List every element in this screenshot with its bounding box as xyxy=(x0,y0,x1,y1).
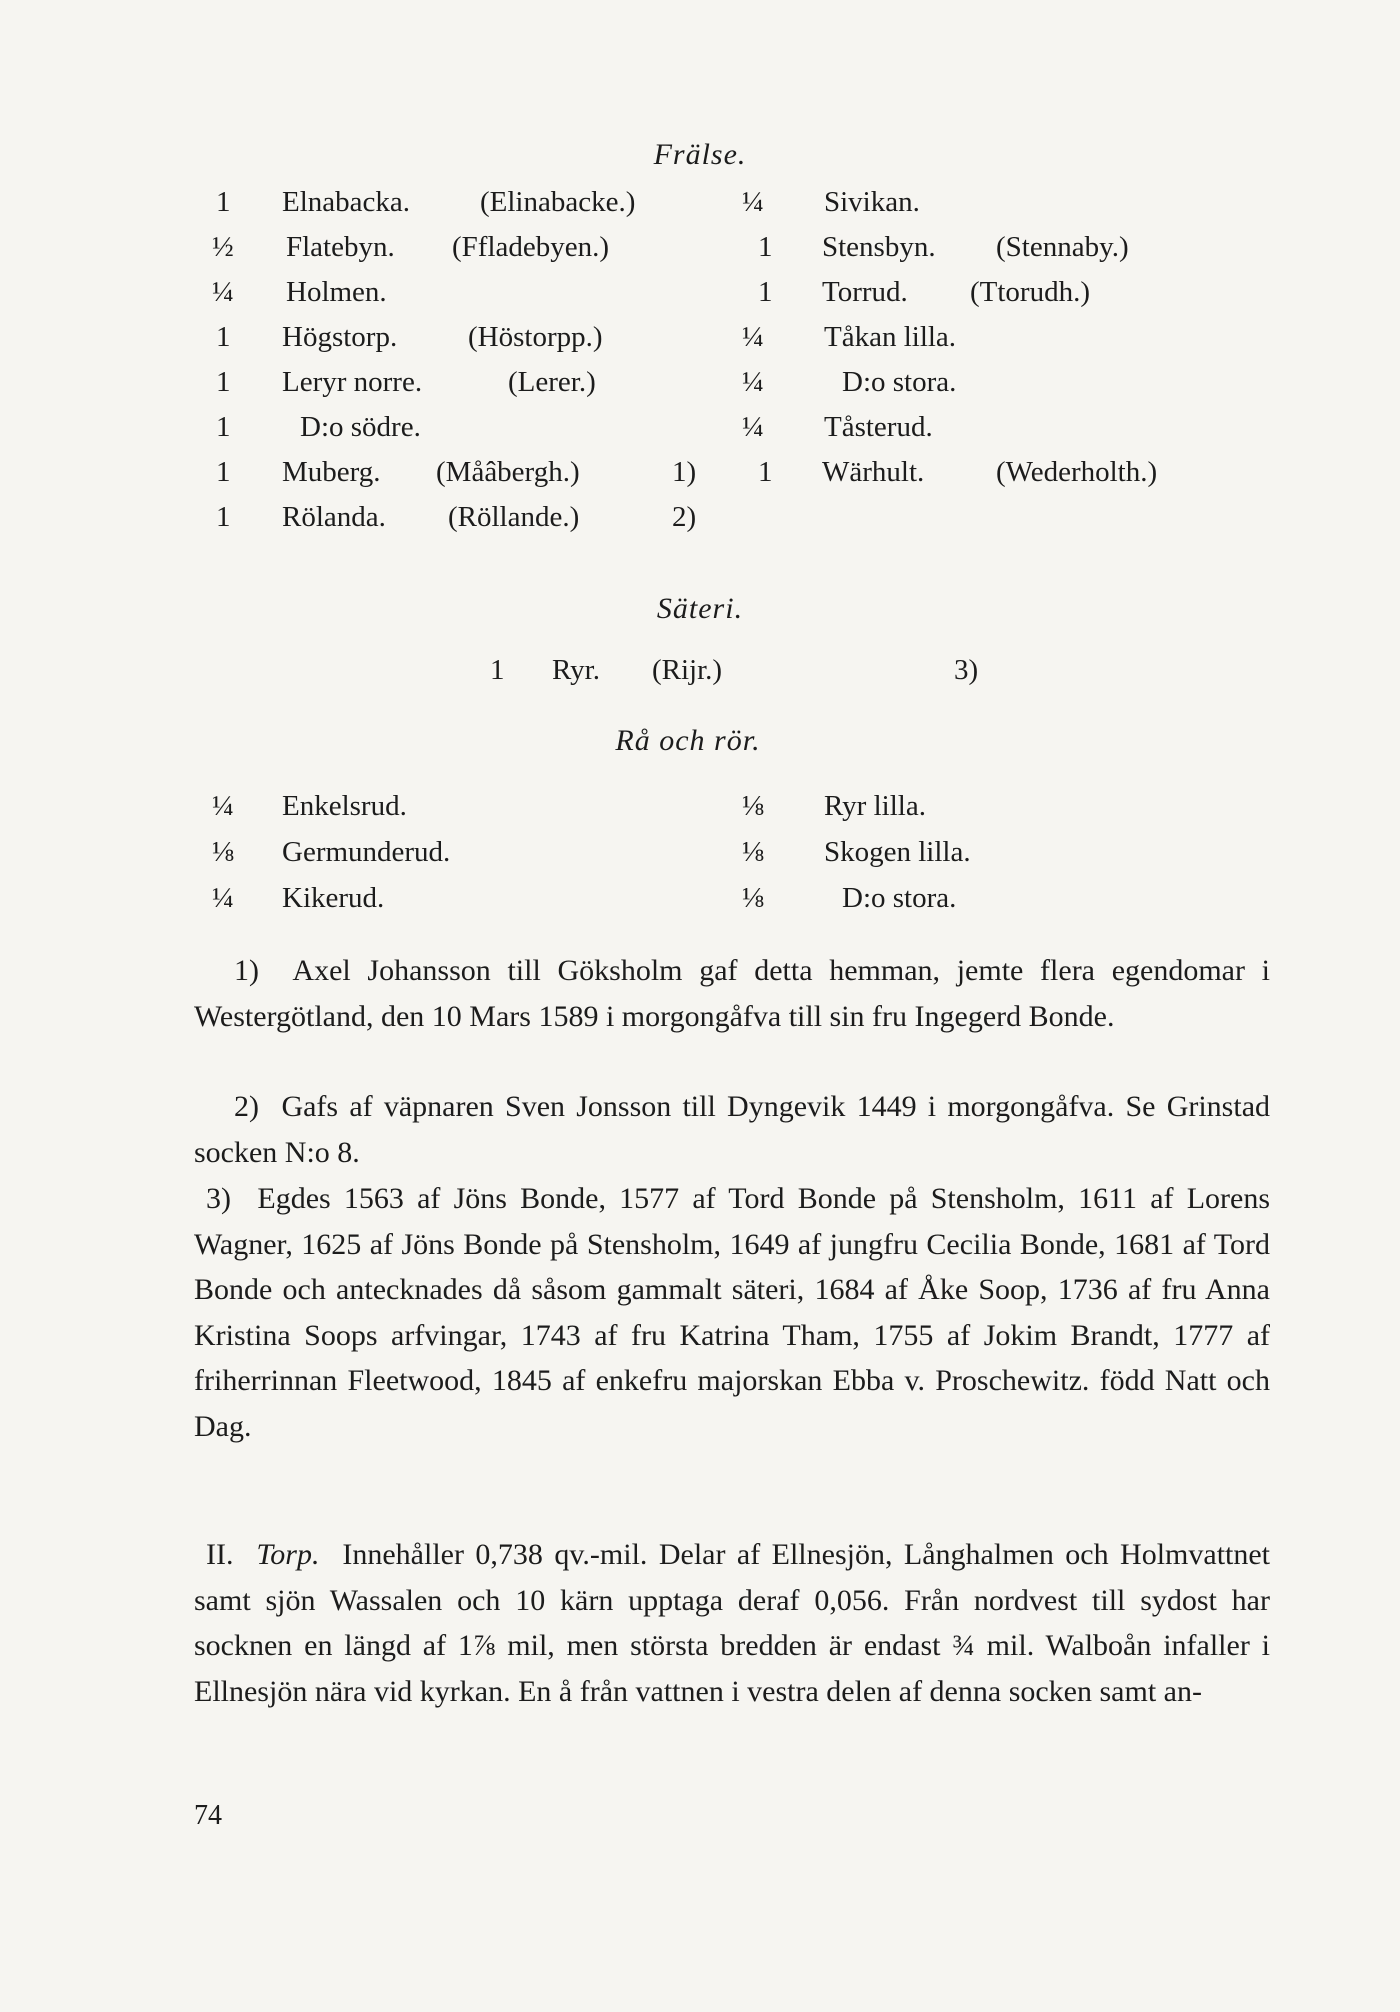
share-fraction: 1 xyxy=(216,186,231,218)
share-fraction: 1 xyxy=(490,654,505,686)
footnote-3 xyxy=(194,1176,1270,1449)
farm-name: Enkelsrud. xyxy=(282,790,407,822)
farm-name: Sivikan. xyxy=(824,186,920,218)
share-fraction: ⅛ xyxy=(212,836,234,868)
footnote-text: Gafs af väpnaren Sven Jonsson till Dyngevik 1449 i morgongåfva. Se Grinstad socken N:o 8. xyxy=(194,1090,1271,1169)
farm-variant: (Höstorpp.) xyxy=(468,321,603,353)
share-fraction: ¼ xyxy=(212,276,234,308)
farm-variant: (Elinabacke.) xyxy=(480,186,636,218)
farm-name: Tåsterud. xyxy=(824,411,933,443)
parish-number: II. xyxy=(206,1538,234,1571)
share-fraction: 1 xyxy=(216,501,231,533)
farm-name: Ryr lilla. xyxy=(824,790,926,822)
share-fraction: ⅛ xyxy=(742,836,764,868)
footnote-text: Egdes 1563 af Jöns Bonde, 1577 af Tord Bonde på Stensholm, 1611 af Lorens Wagner, 1625 af Jöns Bonde på Stensholm, 1649 af jungfru Cecilia Bonde, 1681 af Tord Bonde och antecknades då såsom gammalt säteri, 1684 af Åke Soop, 1736 af fru Anna Kristina Soops arfvingar, 1743 af fru Katrina Tham, 1755 af Jokim Brandt, 1777 af friherrinnan Fleetwood, 1845 af enkefru majorskan Ebba v. Proschewitz. född Natt och Dag. xyxy=(194,1182,1270,1443)
farm-name: Stensbyn. xyxy=(822,231,936,263)
farm-name: Rölanda. xyxy=(282,501,386,533)
share-fraction: 1 xyxy=(758,456,773,488)
farm-variant: (Wederholth.) xyxy=(996,456,1158,488)
share-fraction: 1 xyxy=(758,231,773,263)
farm-name: Leryr norre. xyxy=(282,366,423,398)
footnote-mark: 1) xyxy=(234,954,259,987)
farm-name: Wärhult. xyxy=(822,456,925,488)
parish-title: Torp. xyxy=(256,1538,320,1571)
footnote-ref: 2) xyxy=(672,501,697,533)
heading-ra-och-ror: Rå och rör. xyxy=(615,724,761,757)
page-number: 74 xyxy=(194,1800,222,1831)
parish-paragraph xyxy=(194,1532,1270,1714)
share-fraction: 1 xyxy=(216,456,231,488)
share-fraction: 1 xyxy=(216,366,231,398)
share-fraction: ½ xyxy=(212,231,234,263)
farm-name: Torrud. xyxy=(822,276,908,308)
farm-name: Högstorp. xyxy=(282,321,398,353)
farm-name: Skogen lilla. xyxy=(824,836,971,868)
share-fraction: ¼ xyxy=(742,366,764,398)
farm-name: Muberg. xyxy=(282,456,381,488)
share-fraction: ⅛ xyxy=(742,790,764,822)
farm-name: D:o södre. xyxy=(300,411,421,443)
share-fraction: ¼ xyxy=(212,790,234,822)
footnote-ref: 1) xyxy=(672,456,697,488)
farm-variant: (Rijr.) xyxy=(652,654,723,686)
farm-name: Kikerud. xyxy=(282,882,385,914)
footnote-1 xyxy=(194,948,1270,1039)
footnote-mark: 3) xyxy=(206,1182,231,1215)
share-fraction: 1 xyxy=(216,411,231,443)
share-fraction: ¼ xyxy=(742,411,764,443)
footnote-mark: 2) xyxy=(234,1090,259,1123)
farm-variant: (Lerer.) xyxy=(508,366,596,398)
farm-variant: (Stennaby.) xyxy=(996,231,1129,263)
farm-name: Ryr. xyxy=(552,654,600,686)
footnote-2 xyxy=(194,1084,1270,1175)
footnote-ref: 3) xyxy=(954,654,979,686)
footnote-text: Axel Johansson till Göksholm gaf detta hemman, jemte flera egendomar i Westergötland, den 10 Mars 1589 i morgongåfva till sin fru Ingegerd Bonde. xyxy=(194,954,1270,1033)
farm-name: D:o stora. xyxy=(842,366,957,398)
share-fraction: ¼ xyxy=(742,186,764,218)
farm-name: Germunderud. xyxy=(282,836,451,868)
share-fraction: 1 xyxy=(216,321,231,353)
farm-name: Holmen. xyxy=(286,276,387,308)
parish-text: Innehåller 0,738 qv.-mil. Delar af Ellnesjön, Långhalmen och Holmvattnet samt sjön Wassalen och 10 kärn upptaga deraf 0,056. Från nordvest till sydost har socknen en längd af 1⅞ mil, men största bredden är endast ¾ mil. Walboån infaller i Ellnesjön nära vid kyrkan. En å från vattnen i vestra delen af denna socken samt an- xyxy=(194,1538,1271,1708)
share-fraction: 1 xyxy=(758,276,773,308)
farm-name: Elnabacka. xyxy=(282,186,411,218)
farm-variant: (Måâbergh.) xyxy=(436,456,580,488)
farm-variant: (Ttorudh.) xyxy=(970,276,1090,308)
farm-name: Flatebyn. xyxy=(286,231,395,263)
share-fraction: ¼ xyxy=(742,321,764,353)
heading-fralse: Frälse. xyxy=(653,138,747,171)
farm-variant: (Röllande.) xyxy=(448,501,580,533)
heading-sateri: Säteri. xyxy=(656,592,744,625)
farm-variant: (Ffladebyen.) xyxy=(452,231,610,263)
farm-name: Tåkan lilla. xyxy=(824,321,957,353)
share-fraction: ¼ xyxy=(212,882,234,914)
farm-name: D:o stora. xyxy=(842,882,957,914)
share-fraction: ⅛ xyxy=(742,882,764,914)
